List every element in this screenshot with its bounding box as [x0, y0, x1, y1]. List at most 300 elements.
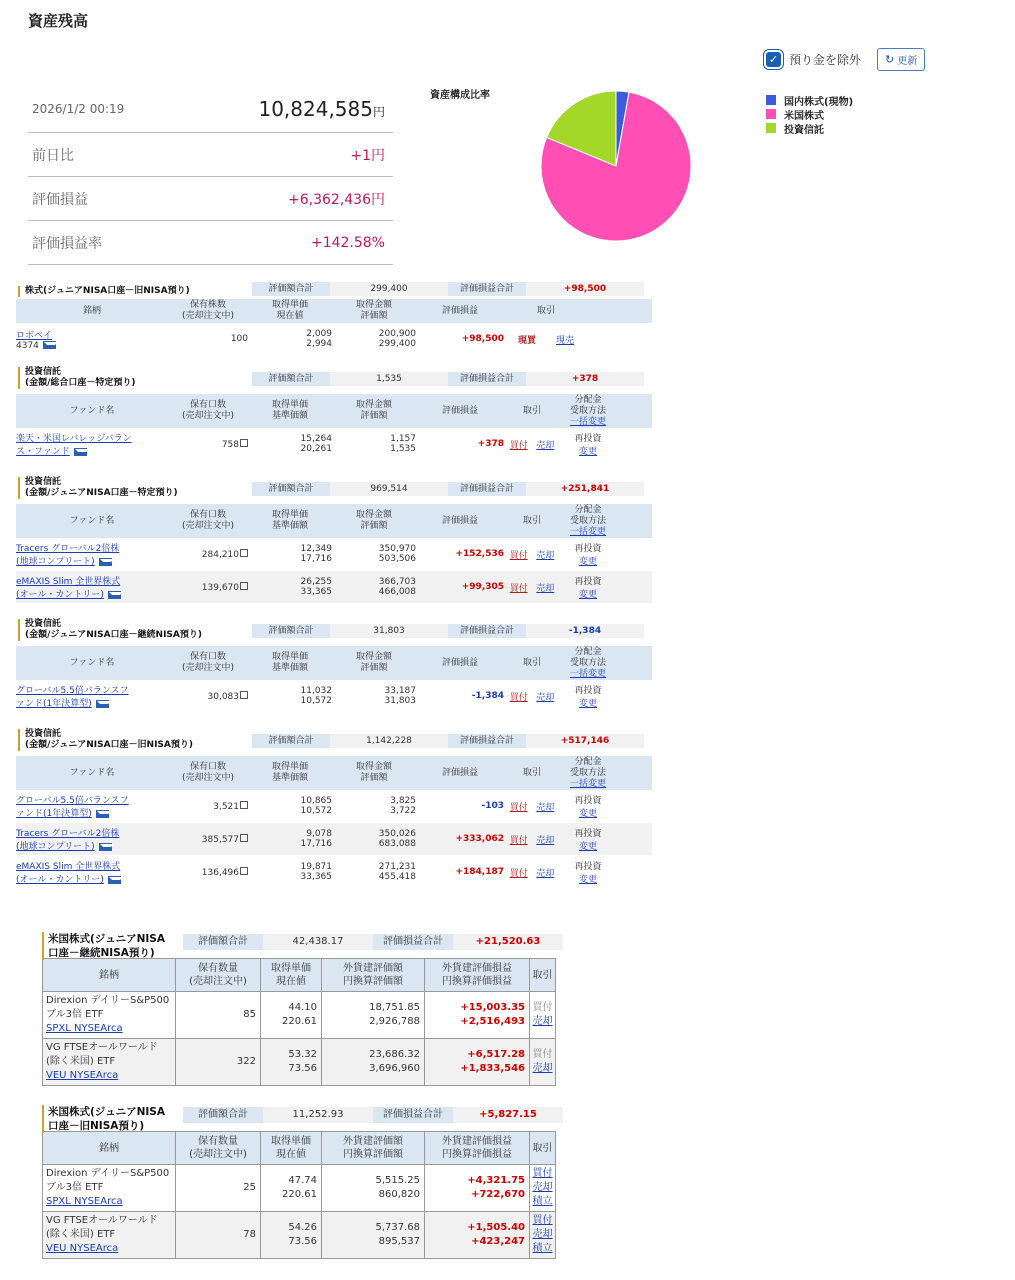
fund-eval-amount: 1,535 — [390, 444, 416, 454]
section-title — [18, 729, 193, 751]
summary-row — [28, 133, 393, 177]
fund-link[interactable]: グローバル5.5倍バランスフ — [16, 686, 129, 696]
table-row — [16, 790, 652, 823]
col-price-line2: 基準価額 — [271, 773, 308, 783]
sell-link[interactable]: 売却 — [536, 583, 555, 594]
fund-name-cell — [16, 793, 168, 819]
fund-name-cell — [16, 683, 168, 709]
table-row — [43, 1212, 556, 1259]
stock-name-cell — [16, 328, 168, 351]
pl-total-label: 評価損益合計 — [448, 282, 526, 296]
dist-method: 再投資 — [574, 577, 602, 587]
col-dist-line1: 分配金 — [574, 756, 602, 767]
refresh-icon: ↻ — [885, 53, 895, 66]
fund-units — [168, 439, 248, 450]
section-header — [16, 729, 652, 756]
table-row — [43, 1165, 556, 1212]
fund-units-value: 30,083 — [207, 691, 239, 702]
fund-link-line2[interactable]: (オール・カントリー) — [16, 590, 104, 600]
eval-total-label: 評価額合計 — [252, 624, 330, 638]
us-name-line2: ブル3倍 ETF — [46, 1009, 104, 1020]
table-row — [16, 323, 652, 356]
fund-link[interactable]: eMAXIS Slim 全世界株式 — [16, 862, 121, 872]
ticker-link[interactable]: SPXL NYSEArca — [46, 1196, 123, 1207]
us-cost: 53.32 — [288, 1049, 317, 1060]
bulk-change-link[interactable]: 一括変更 — [569, 526, 606, 537]
refresh-label: 更新 — [897, 56, 918, 67]
col-units-line1: 保有口数 — [189, 762, 226, 772]
bulk-change-link[interactable]: 一括変更 — [569, 668, 606, 679]
us-fx-pl: +15,003.35 — [460, 1002, 525, 1013]
stock-buy-link[interactable]: 現買 — [517, 335, 536, 346]
fund-cost: 11,032 — [300, 686, 332, 696]
fund-eval-amount: 31,803 — [384, 696, 416, 706]
sell-link[interactable]: 売却 — [536, 550, 555, 561]
us-amount — [322, 1165, 425, 1212]
square-icon — [240, 549, 248, 557]
col-price — [261, 959, 322, 992]
col-pl: 評価損益 — [441, 305, 478, 316]
pl-total-label: 評価損益合計 — [373, 1107, 453, 1123]
col-amount-line2: 評価額 — [360, 663, 388, 673]
ticker-link[interactable]: VEU NYSEArca — [46, 1070, 119, 1081]
col-dist-line2: 受取方法 — [569, 515, 606, 526]
fund-cost-amount: 33,187 — [384, 686, 416, 696]
pl-total-value: +517,146 — [526, 734, 644, 748]
col-price-line1: 取得単価 — [271, 963, 311, 974]
fund-link-line2[interactable]: (地球コンプリート) — [16, 557, 95, 567]
table-row — [16, 856, 652, 889]
col-pl: 評価損益 — [441, 657, 478, 668]
us-jpy-amount: 2,926,788 — [369, 1016, 420, 1027]
section-header — [16, 477, 652, 504]
us-qty: 25 — [176, 1165, 261, 1212]
col-units-line1: 保有口数 — [189, 400, 226, 410]
col-trade: 取引 — [522, 767, 541, 778]
col-dist-line1: 分配金 — [574, 646, 602, 657]
total-yen: 円 — [372, 105, 385, 119]
eval-total-value: 1,535 — [330, 372, 448, 386]
fund-link-line2[interactable]: (地球コンプリート) — [16, 842, 95, 852]
buy-link[interactable]: 買付 — [532, 1168, 553, 1179]
section-header — [42, 1103, 556, 1131]
change-link[interactable]: 変更 — [578, 557, 597, 567]
section-totals — [183, 934, 563, 950]
stock-cost: 2,009 — [306, 329, 332, 339]
col-dist-line2: 受取方法 — [569, 405, 606, 416]
sell-link[interactable]: 売却 — [532, 1063, 553, 1074]
fund-link[interactable]: 楽天・米国レバレッジバラン — [16, 434, 132, 444]
summary-label: 評価損益率 — [32, 235, 102, 252]
us-jpy-amount: 3,696,960 — [369, 1063, 420, 1074]
table-row — [16, 823, 652, 856]
change-link[interactable]: 変更 — [578, 809, 597, 819]
change-link[interactable]: 変更 — [578, 590, 597, 600]
us-cost: 47.74 — [288, 1175, 317, 1186]
us-jpy-pl: +722,670 — [471, 1189, 525, 1200]
stock-sell-link[interactable]: 現売 — [556, 335, 575, 346]
sell-link[interactable]: 売却 — [536, 440, 555, 451]
eval-total-label: 評価額合計 — [183, 934, 263, 950]
fund-price — [248, 829, 332, 849]
us-name-line1: Direxion デイリーS&P500 — [46, 1168, 170, 1179]
col-name: 銘柄 — [43, 959, 176, 992]
change-link[interactable]: 変更 — [578, 842, 597, 852]
exclude-deposit-checkbox[interactable]: ✓ — [766, 52, 781, 67]
col-price — [248, 652, 332, 674]
dist-method: 再投資 — [574, 544, 602, 554]
fund-link[interactable]: Tracers グローバル2倍株 — [16, 544, 120, 554]
section-title — [18, 367, 136, 389]
col-amount — [332, 762, 416, 784]
stock-current: 2,994 — [306, 339, 332, 349]
col-price — [248, 400, 332, 422]
fund-dist — [560, 683, 616, 709]
fund-link-line2[interactable]: (オール・カントリー) — [16, 875, 104, 885]
legend-swatch — [766, 123, 776, 133]
fund-link[interactable]: Tracers グローバル2倍株 — [16, 829, 120, 839]
us-current: 73.56 — [288, 1236, 317, 1247]
accumulate-link[interactable]: 積立 — [532, 1243, 553, 1254]
col-amount-line2: 評価額 — [360, 773, 388, 783]
stock-amount — [332, 329, 416, 349]
dist-method: 再投資 — [574, 796, 602, 806]
us-name-cell — [43, 992, 176, 1039]
stock-price — [248, 329, 332, 349]
col-units-line1: 保有口数 — [189, 652, 226, 662]
section-totals — [252, 734, 646, 748]
sell-link[interactable]: 売却 — [536, 802, 555, 813]
pl-total-value: +21,520.63 — [453, 934, 563, 950]
col-pl-line1: 外貨建評価損益 — [442, 1136, 512, 1147]
col-price-line2: 基準価額 — [271, 411, 308, 421]
fund-units-value: 139,670 — [201, 582, 239, 593]
fund-link-line2[interactable]: ス・ファンド — [16, 447, 70, 457]
fund-cost-amount: 366,703 — [378, 577, 416, 587]
us-jpy-amount: 860,820 — [378, 1189, 420, 1200]
us-pl — [425, 1039, 530, 1086]
eval-total-value: 42,438.17 — [263, 934, 373, 950]
fund-units-value: 136,496 — [201, 867, 239, 878]
buy-link[interactable]: 買付 — [509, 550, 528, 561]
accumulate-link[interactable]: 積立 — [532, 1196, 553, 1207]
fund-pl: +378 — [477, 439, 504, 449]
square-icon — [240, 834, 248, 842]
fund-dist — [560, 793, 616, 819]
us-name-line1: Direxion デイリーS&P500 — [46, 995, 170, 1006]
col-amount-line1: 取得金額 — [355, 762, 392, 772]
col-price-line1: 取得単価 — [271, 510, 308, 520]
mail-icon[interactable] — [108, 876, 121, 884]
col-amount — [332, 400, 416, 422]
stock-link[interactable]: ロボペイ — [16, 330, 53, 341]
summary-value: +6,362,436円 — [288, 191, 385, 208]
change-link[interactable]: 変更 — [578, 875, 597, 885]
col-price-line2: 現在値 — [276, 976, 306, 987]
col-pl: 評価損益 — [441, 767, 478, 778]
fund-trade — [504, 581, 560, 594]
col-price — [248, 762, 332, 784]
sell-link[interactable]: 売却 — [536, 692, 555, 703]
section-title-line2: 口座－継続NISA預り) — [48, 947, 155, 959]
eval-total-value: 1,142,228 — [330, 734, 448, 748]
us-amount — [322, 1212, 425, 1259]
pl-total-value: +378 — [526, 372, 644, 386]
pl-total-value: +251,841 — [526, 482, 644, 496]
buy-link-disabled: 買付 — [532, 1002, 553, 1013]
change-link[interactable]: 変更 — [578, 447, 597, 457]
legend-swatch — [766, 109, 776, 119]
buy-link[interactable]: 買付 — [509, 868, 528, 879]
buy-link[interactable]: 買付 — [509, 835, 528, 846]
col-dist — [560, 647, 616, 680]
col-amount — [332, 510, 416, 532]
col-amount-line2: 評価額 — [360, 411, 388, 421]
col-amount-line1: 外貨建評価額 — [343, 1136, 403, 1147]
legend-swatch — [766, 95, 776, 105]
col-amount — [332, 652, 416, 674]
us-trade — [530, 1165, 556, 1212]
top-controls — [766, 48, 925, 71]
col-amount-line2: 評価額 — [360, 521, 388, 531]
fund-units — [168, 801, 248, 812]
buy-link[interactable]: 買付 — [509, 440, 528, 451]
col-fund-name: ファンド名 — [69, 405, 115, 416]
buy-link-disabled: 買付 — [532, 1049, 553, 1060]
mail-icon[interactable] — [99, 558, 112, 566]
refresh-button[interactable] — [877, 48, 925, 71]
col-units — [168, 510, 248, 532]
bulk-change-link[interactable]: 一括変更 — [569, 416, 606, 427]
legend-label: 米国株式 — [784, 110, 824, 122]
buy-link[interactable]: 買付 — [509, 692, 528, 703]
eval-total-value: 11,252.93 — [263, 1107, 373, 1123]
table-row — [16, 680, 652, 713]
mail-icon[interactable] — [96, 810, 109, 818]
exclude-deposit-label[interactable]: 預り金を除外 — [789, 53, 862, 67]
fund-base-price: 10,572 — [300, 696, 332, 706]
col-qty — [176, 1132, 261, 1165]
bulk-change-link[interactable]: 一括変更 — [569, 778, 606, 789]
change-link[interactable]: 変更 — [578, 699, 597, 709]
us-trade — [530, 992, 556, 1039]
fund-trade — [504, 866, 560, 879]
section-title-line2: (金額/ジュニアNISA口座－特定預り) — [25, 488, 178, 498]
us-price — [261, 1165, 322, 1212]
col-fund-name: ファンド名 — [69, 767, 115, 778]
col-price-line2: 現在値 — [276, 1149, 306, 1160]
fund-dist — [560, 574, 616, 600]
col-trade: 取引 — [530, 1132, 556, 1165]
pl-total-value: +5,827.15 — [453, 1107, 563, 1123]
summary-total — [258, 97, 393, 121]
us-pl — [425, 1165, 530, 1212]
section-header — [16, 367, 652, 394]
col-units-line2: (売却注文中) — [181, 773, 235, 783]
mail-icon[interactable] — [43, 341, 56, 349]
fund-units — [168, 691, 248, 702]
us-name-line1: VG FTSEオールワールド — [46, 1215, 158, 1226]
pl-total-label: 評価損益合計 — [373, 934, 453, 950]
buy-link[interactable]: 買付 — [532, 1215, 553, 1226]
us-current: 73.56 — [288, 1063, 317, 1074]
col-trade: 取引 — [522, 405, 541, 416]
summary-value: +1円 — [350, 147, 385, 164]
us-pl — [425, 992, 530, 1039]
ticker-link[interactable]: VEU NYSEArca — [46, 1243, 119, 1254]
fund-amount — [332, 796, 416, 816]
legend-item — [766, 121, 853, 135]
col-qty-line1: 保有数量 — [198, 963, 238, 974]
col-pl-line2: 円換算評価損益 — [442, 976, 512, 987]
col-qty-line2: (売却注文中) — [189, 976, 247, 987]
fund-name-cell — [16, 541, 168, 567]
eval-total-label: 評価額合計 — [252, 282, 330, 296]
mail-icon[interactable] — [108, 591, 121, 599]
section-title — [42, 932, 165, 960]
us-name-cell — [43, 1165, 176, 1212]
us-stock-section — [42, 930, 556, 1086]
fund-price — [248, 862, 332, 882]
pl-total-value: -1,384 — [526, 624, 644, 638]
fund-link-line2[interactable]: ァンド(1年決算型) — [16, 809, 92, 819]
us-cost: 54.26 — [288, 1222, 317, 1233]
us-cost: 44.10 — [288, 1002, 317, 1013]
fund-link-line2[interactable]: ァンド(1年決算型) — [16, 699, 92, 709]
us-stock-table — [42, 958, 556, 1086]
col-units — [168, 762, 248, 784]
table-header — [16, 646, 652, 680]
mail-icon[interactable] — [74, 448, 87, 456]
section-header — [16, 619, 652, 646]
col-price-line1: 取得単価 — [271, 652, 308, 662]
us-jpy-amount: 895,537 — [378, 1236, 420, 1247]
summary-label: 前日比 — [32, 147, 74, 164]
sell-link[interactable]: 売却 — [532, 1229, 553, 1240]
dist-method: 再投資 — [574, 434, 602, 444]
fund-units — [168, 582, 248, 593]
col-dist-line1: 分配金 — [574, 504, 602, 515]
fund-amount — [332, 829, 416, 849]
stock-eval-amount: 299,400 — [378, 339, 416, 349]
sell-link[interactable]: 売却 — [536, 835, 555, 846]
section-title-line2: (金額/ジュニアNISA口座－旧NISA預り) — [25, 740, 193, 750]
us-stock-table — [42, 1131, 556, 1259]
us-price — [261, 1039, 322, 1086]
fund-cost: 9,078 — [306, 829, 332, 839]
summary-datetime: 2026/1/2 00:19 — [32, 102, 125, 116]
col-fund-name: ファンド名 — [69, 515, 115, 526]
fund-section — [16, 477, 652, 604]
buy-link[interactable]: 買付 — [509, 583, 528, 594]
table-row — [43, 1039, 556, 1086]
fund-pl: -1,384 — [471, 691, 504, 701]
stock-trade — [504, 333, 588, 346]
legend-item — [766, 93, 853, 107]
us-pl — [425, 1212, 530, 1259]
col-price — [261, 1132, 322, 1165]
col-price-line1: 取得単価 — [271, 300, 308, 310]
col-price — [248, 300, 332, 322]
col-amount — [322, 1132, 425, 1165]
col-trade: 取引 — [522, 657, 541, 668]
fund-name-cell — [16, 859, 168, 885]
section-title-line1: 投資信託 — [25, 619, 62, 629]
col-fund-name: ファンド名 — [69, 657, 115, 668]
section-title-line1: 投資信託 — [25, 367, 62, 377]
fund-dist — [560, 541, 616, 567]
section-title-line2: 口座－旧NISA預り) — [48, 1120, 145, 1132]
fund-link[interactable]: グローバル5.5倍バランスフ — [16, 796, 129, 806]
sell-link[interactable]: 売却 — [536, 868, 555, 879]
stock-section — [16, 282, 652, 356]
fund-amount — [332, 434, 416, 454]
col-price-line2: 現在値 — [276, 311, 304, 321]
col-qty-line1: 保有数量 — [198, 1136, 238, 1147]
col-qty-line1: 保有株数 — [189, 300, 226, 310]
square-icon — [240, 582, 248, 590]
col-units — [168, 400, 248, 422]
mail-icon[interactable] — [99, 843, 112, 851]
section-title-line2: (金額/ジュニアNISA口座－継続NISA預り) — [25, 630, 202, 640]
fund-price — [248, 686, 332, 706]
col-pl: 評価損益 — [441, 405, 478, 416]
fund-name-cell — [16, 826, 168, 852]
col-amount-line1: 取得金額 — [355, 510, 392, 520]
fund-base-price: 20,261 — [300, 444, 332, 454]
section-totals — [252, 372, 646, 386]
section-title — [18, 477, 178, 499]
pl-total-value: +98,500 — [526, 282, 644, 296]
fund-amount — [332, 862, 416, 882]
col-units-line2: (売却注文中) — [181, 411, 235, 421]
fund-dist — [560, 859, 616, 885]
eval-total-value: 969,514 — [330, 482, 448, 496]
fund-link[interactable]: eMAXIS Slim 全世界株式 — [16, 577, 121, 587]
col-qty — [168, 300, 248, 322]
table-row — [43, 992, 556, 1039]
dist-method: 再投資 — [574, 862, 602, 872]
us-price — [261, 992, 322, 1039]
us-fx-pl: +1,505.40 — [467, 1222, 525, 1233]
fund-cost-amount: 3,825 — [390, 796, 416, 806]
fund-cost-amount: 1,157 — [390, 434, 416, 444]
ticker-link[interactable]: SPXL NYSEArca — [46, 1023, 123, 1034]
fund-dist — [560, 826, 616, 852]
fund-eval-amount: 455,418 — [378, 872, 416, 882]
us-jpy-pl: +2,516,493 — [460, 1016, 525, 1027]
fund-pl: +184,187 — [455, 867, 504, 877]
col-amount-line1: 外貨建評価額 — [343, 963, 403, 974]
stock-code: 4374 — [16, 340, 39, 351]
us-current: 220.61 — [282, 1016, 317, 1027]
us-trade — [530, 1212, 556, 1259]
table-row — [16, 571, 652, 604]
buy-link[interactable]: 買付 — [509, 802, 528, 813]
square-icon — [240, 691, 248, 699]
sell-link[interactable]: 売却 — [532, 1016, 553, 1027]
table-header — [16, 394, 652, 428]
mail-icon[interactable] — [96, 700, 109, 708]
col-amount-line1: 取得金額 — [355, 300, 392, 310]
fund-units-value: 385,577 — [201, 834, 239, 845]
col-units-line1: 保有口数 — [189, 510, 226, 520]
table-header — [43, 1132, 556, 1165]
col-price-line1: 取得単価 — [271, 762, 308, 772]
sell-link[interactable]: 売却 — [532, 1182, 553, 1193]
fund-eval-amount: 3,722 — [390, 806, 416, 816]
fund-price — [248, 434, 332, 454]
